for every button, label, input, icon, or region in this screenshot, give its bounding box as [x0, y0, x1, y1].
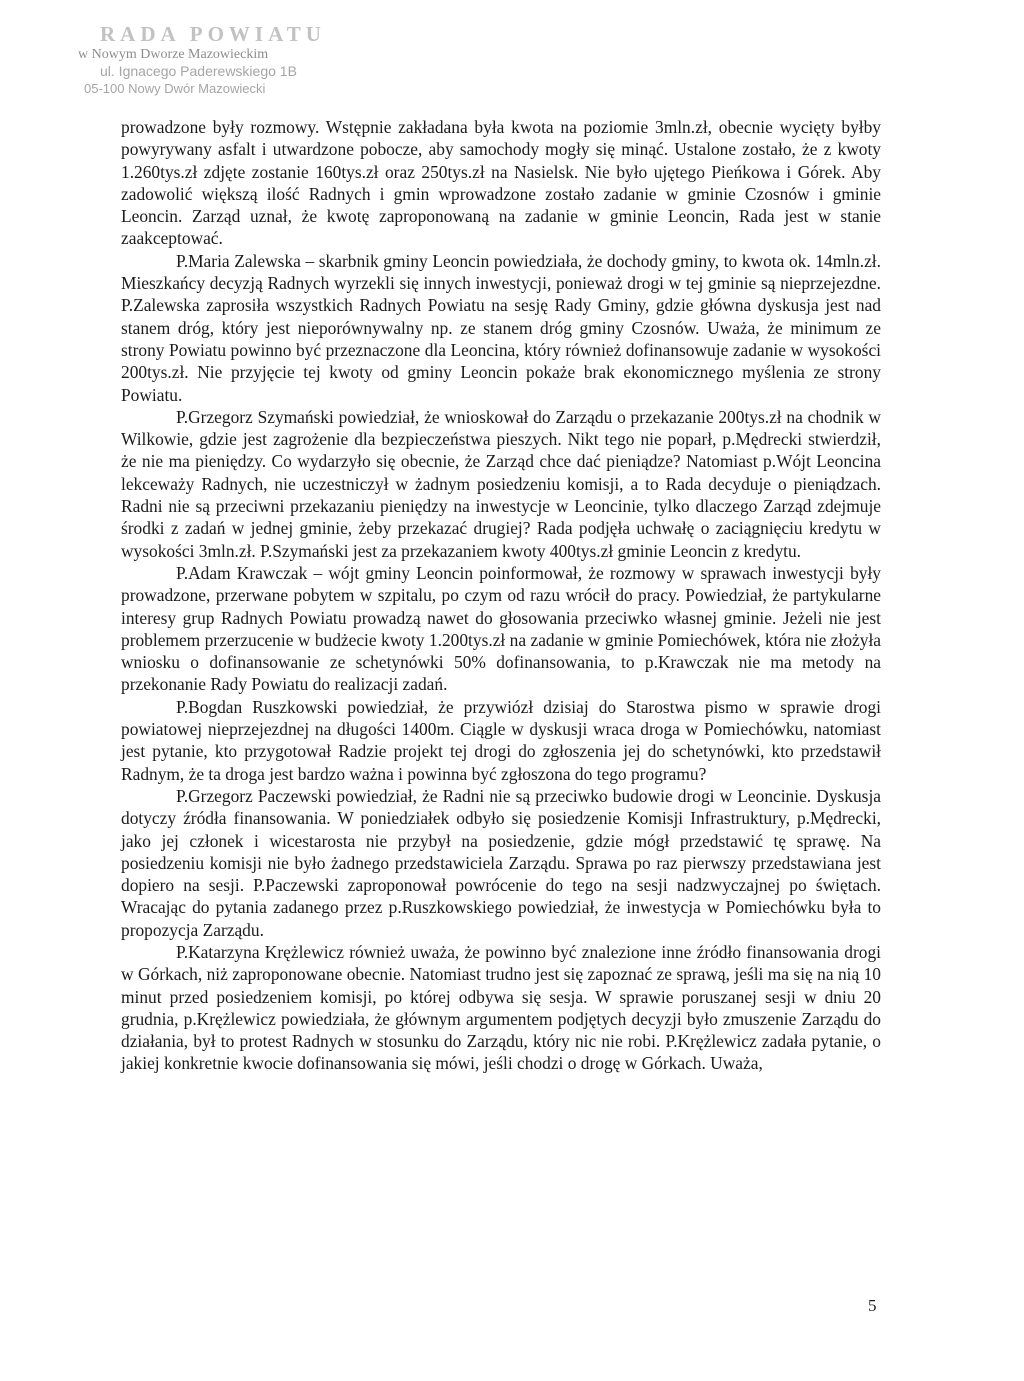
stamp-street: ul. Ignacego Paderewskiego 1B — [100, 63, 297, 79]
paragraph: P.Katarzyna Krężlewicz również uważa, że powinno być znalezione inne źródło finansowania drogi w Górkach, niż zaproponowane obecnie. Natomiast trudno jest się zapoznać ze sprawą, jeśli ma się na nią 10 minut przed posiedzeniem komisji, po której odbywa się sesja. W sprawie poruszanej sesji w dniu 20 grudnia, p.Krężlewicz powiedziała, że głównym argumentem podjętych decyzji było zmuszenie Zarządu do działania, był to protest Radnych w stosunku do Zarządu, który nic nie robi. P.Krężlewicz zadała pytanie, o jakiej konkretnie kwocie dofinansowania się mówi, jeśli chodzi o drogę w Górkach. Uważa, — [121, 941, 881, 1074]
council-stamp — [78, 22, 338, 97]
stamp-postal: 05-100 Nowy Dwór Mazowiecki — [84, 81, 266, 96]
page-number: 5 — [868, 1296, 877, 1315]
paragraph: P.Bogdan Ruszkowski powiedział, że przywiózł dzisiaj do Starostwa pismo w sprawie drogi powiatowej nieprzejezdnej na długości 1400m. Ciągle w dyskusji wraca droga w Pomiechówku, natomiast jest pytanie, kto przygotował Radzie projekt tej drogi do zgłoszenia jej do schetynówki, kto przedstawił Radnym, że ta droga jest bardzo ważna i powinna być zgłoszona do tego programu? — [121, 696, 881, 784]
stamp-title: RADA POWIATU — [100, 22, 326, 46]
paragraph: P.Grzegorz Paczewski powiedział, że Radni nie są przeciwko budowie drogi w Leoncinie. Dyskusja dotyczy źródła finansowania. W poniedziałek odbyło się posiedzenie Komisji Infrastruktury, p.Mędrecki, jako jej członek i wicestarosta nie przybył na posiedzenie, gdzie mógł przedstawić tę sprawę. Na posiedzeniu komisji nie było żadnego przedstawiciela Zarządu. Sprawa po raz pierwszy przedstawiana jest dopiero na sesji. P.Paczewski zaproponował powrócenie do tego na sesji nadzwyczajnej po świętach. Wracając do pytania zadanego przez p.Ruszkowskiego powiedział, że inwestycja w Pomiechówku była to propozycja Zarządu. — [121, 785, 881, 940]
paragraph: P.Maria Zalewska – skarbnik gminy Leoncin powiedziała, że dochody gminy, to kwota ok. 14mln.zł. Mieszkańcy decyzją Radnych wyrzekli się innych inwestycji, ponieważ drogi w tej gminie są nieprzejezdne. P.Zalewska zaprosiła wszystkich Radnych Powiatu na sesję Rady Gminy, gdzie główna dyskusja jest nad stanem dróg, który jest nieporównywalny np. ze stanem dróg gminy Czosnów. Uważa, że minimum ze strony Powiatu powinno być przeznaczone dla Leoncina, który również dofinansowuje zadanie w wysokości 200tys.zł. Nie przyjęcie tej kwoty od gminy Leoncin pokaże brak ekonomicznego myślenia ze strony Powiatu. — [121, 250, 881, 405]
paragraph: P.Grzegorz Szymański powiedział, że wnioskował do Zarządu o przekazanie 200tys.zł na chodnik w Wilkowie, gdzie jest zagrożenie dla bezpieczeństwa pieszych. Nikt tego nie poparł, p.Mędrecki stwierdził, że nie ma pieniędzy. Co wydarzyło się obecnie, że Zarząd chce dać pieniądze? Natomiast p.Wójt Leoncina lekceważy Radnych, nie uczestniczył w żadnym posiedzeniu komisji, a to Rada decyduje o pieniądzach. Radni nie są przeciwni przekazaniu pieniędzy na inwestycje w Leoncinie, tylko dlaczego Zarząd zdejmuje środki z zadań w jednej gminie, żeby przekazać drugiej? Rada podjęła uchwałę o zaciągnięciu kredytu w wysokości 3mln.zł. P.Szymański jest za przekazaniem kwoty 400tys.zł gminie Leoncin z kredytu. — [121, 406, 881, 561]
document-body — [121, 116, 881, 1075]
stamp-location: w Nowym Dworze Mazowieckim — [78, 47, 269, 62]
paragraph: P.Adam Krawczak – wójt gminy Leoncin poinformował, że rozmowy w sprawach inwestycji były prowadzone, przerwane pobytem w szpitalu, po czym od razu wrócił do pracy. Powiedział, że partykularne interesy grup Radnych Powiatu prowadzą nawet do głosowania przeciwko własnej gminie. Jeżeli nie jest problemem przerzucenie w budżecie kwoty 1.200tys.zł na zadanie w gminie Pomiechówek, która nie złożyła wniosku o dofinansowanie ze schetynówki 50% dofinansowania, to p.Krawczak nie ma metody na przekonanie Rady Powiatu do realizacji zadań. — [121, 562, 881, 695]
paragraph: prowadzone były rozmowy. Wstępnie zakładana była kwota na poziomie 3mln.zł, obecnie wycięty byłby powyrywany asfalt i utwardzone pobocze, aby samochody mogły się minąć. Ustalone zostało, że z kwoty 1.260tys.zł zdjęte zostanie 160tys.zł oraz 250tys.zł na Nasielsk. Nie było ujętego Pieńkowa i Górek. Aby zadowolić większą ilość Radnych i gmin wprowadzone zostało zadanie w gminie Czosnów i gminie Leoncin. Zarząd uznał, że kwotę zaproponowaną na zadanie w gminie Leoncin, Rada jest w stanie zaakceptować. — [121, 117, 881, 249]
